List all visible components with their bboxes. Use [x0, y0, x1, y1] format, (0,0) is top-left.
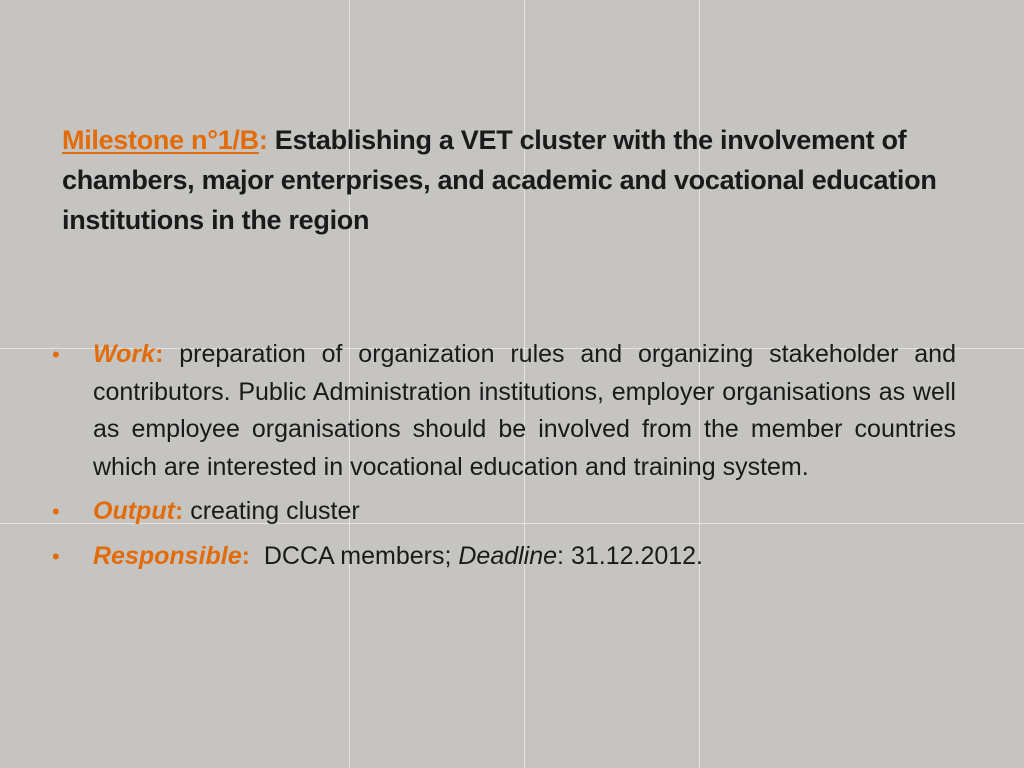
- bullet-item-responsible: [52, 538, 956, 576]
- bullet-dot-icon: •: [52, 342, 60, 367]
- slide-title: [62, 120, 982, 240]
- work-text: preparation of organization rules and organizing stakeholder and contributors. Public Administration institutions, employer organisations as well as employee organisations should be involved from the member countries which are interested in vocational education and training system.: [93, 340, 956, 481]
- milestone-colon: :: [258, 125, 268, 155]
- bullet-item-output: [52, 493, 956, 531]
- bullet-dot-icon: •: [52, 499, 60, 524]
- bullet-list: [52, 336, 956, 582]
- bullet-dot-icon: •: [52, 543, 60, 569]
- bullet-body: [93, 538, 956, 576]
- bullet-item-work: [52, 336, 956, 486]
- deadline-value: : 31.12.2012.: [557, 541, 704, 570]
- responsible-colon: :: [241, 541, 250, 570]
- bullet-body: [93, 336, 956, 486]
- output-text: creating cluster: [183, 497, 360, 525]
- milestone-description: Establishing a VET cluster with the involvement of chambers, major enterprises, and academic and vocational education institutions in the region: [62, 125, 937, 235]
- output-label: Output: [93, 497, 175, 525]
- bullet-body: [93, 493, 956, 531]
- milestone-label: Milestone n°1/B: [62, 125, 259, 155]
- responsible-text: DCCA members;: [249, 541, 459, 570]
- deadline-label: Deadline: [458, 541, 558, 570]
- responsible-label: Responsible: [93, 541, 242, 570]
- output-colon: :: [174, 497, 184, 525]
- work-colon: :: [155, 340, 164, 368]
- work-label: Work: [93, 340, 156, 368]
